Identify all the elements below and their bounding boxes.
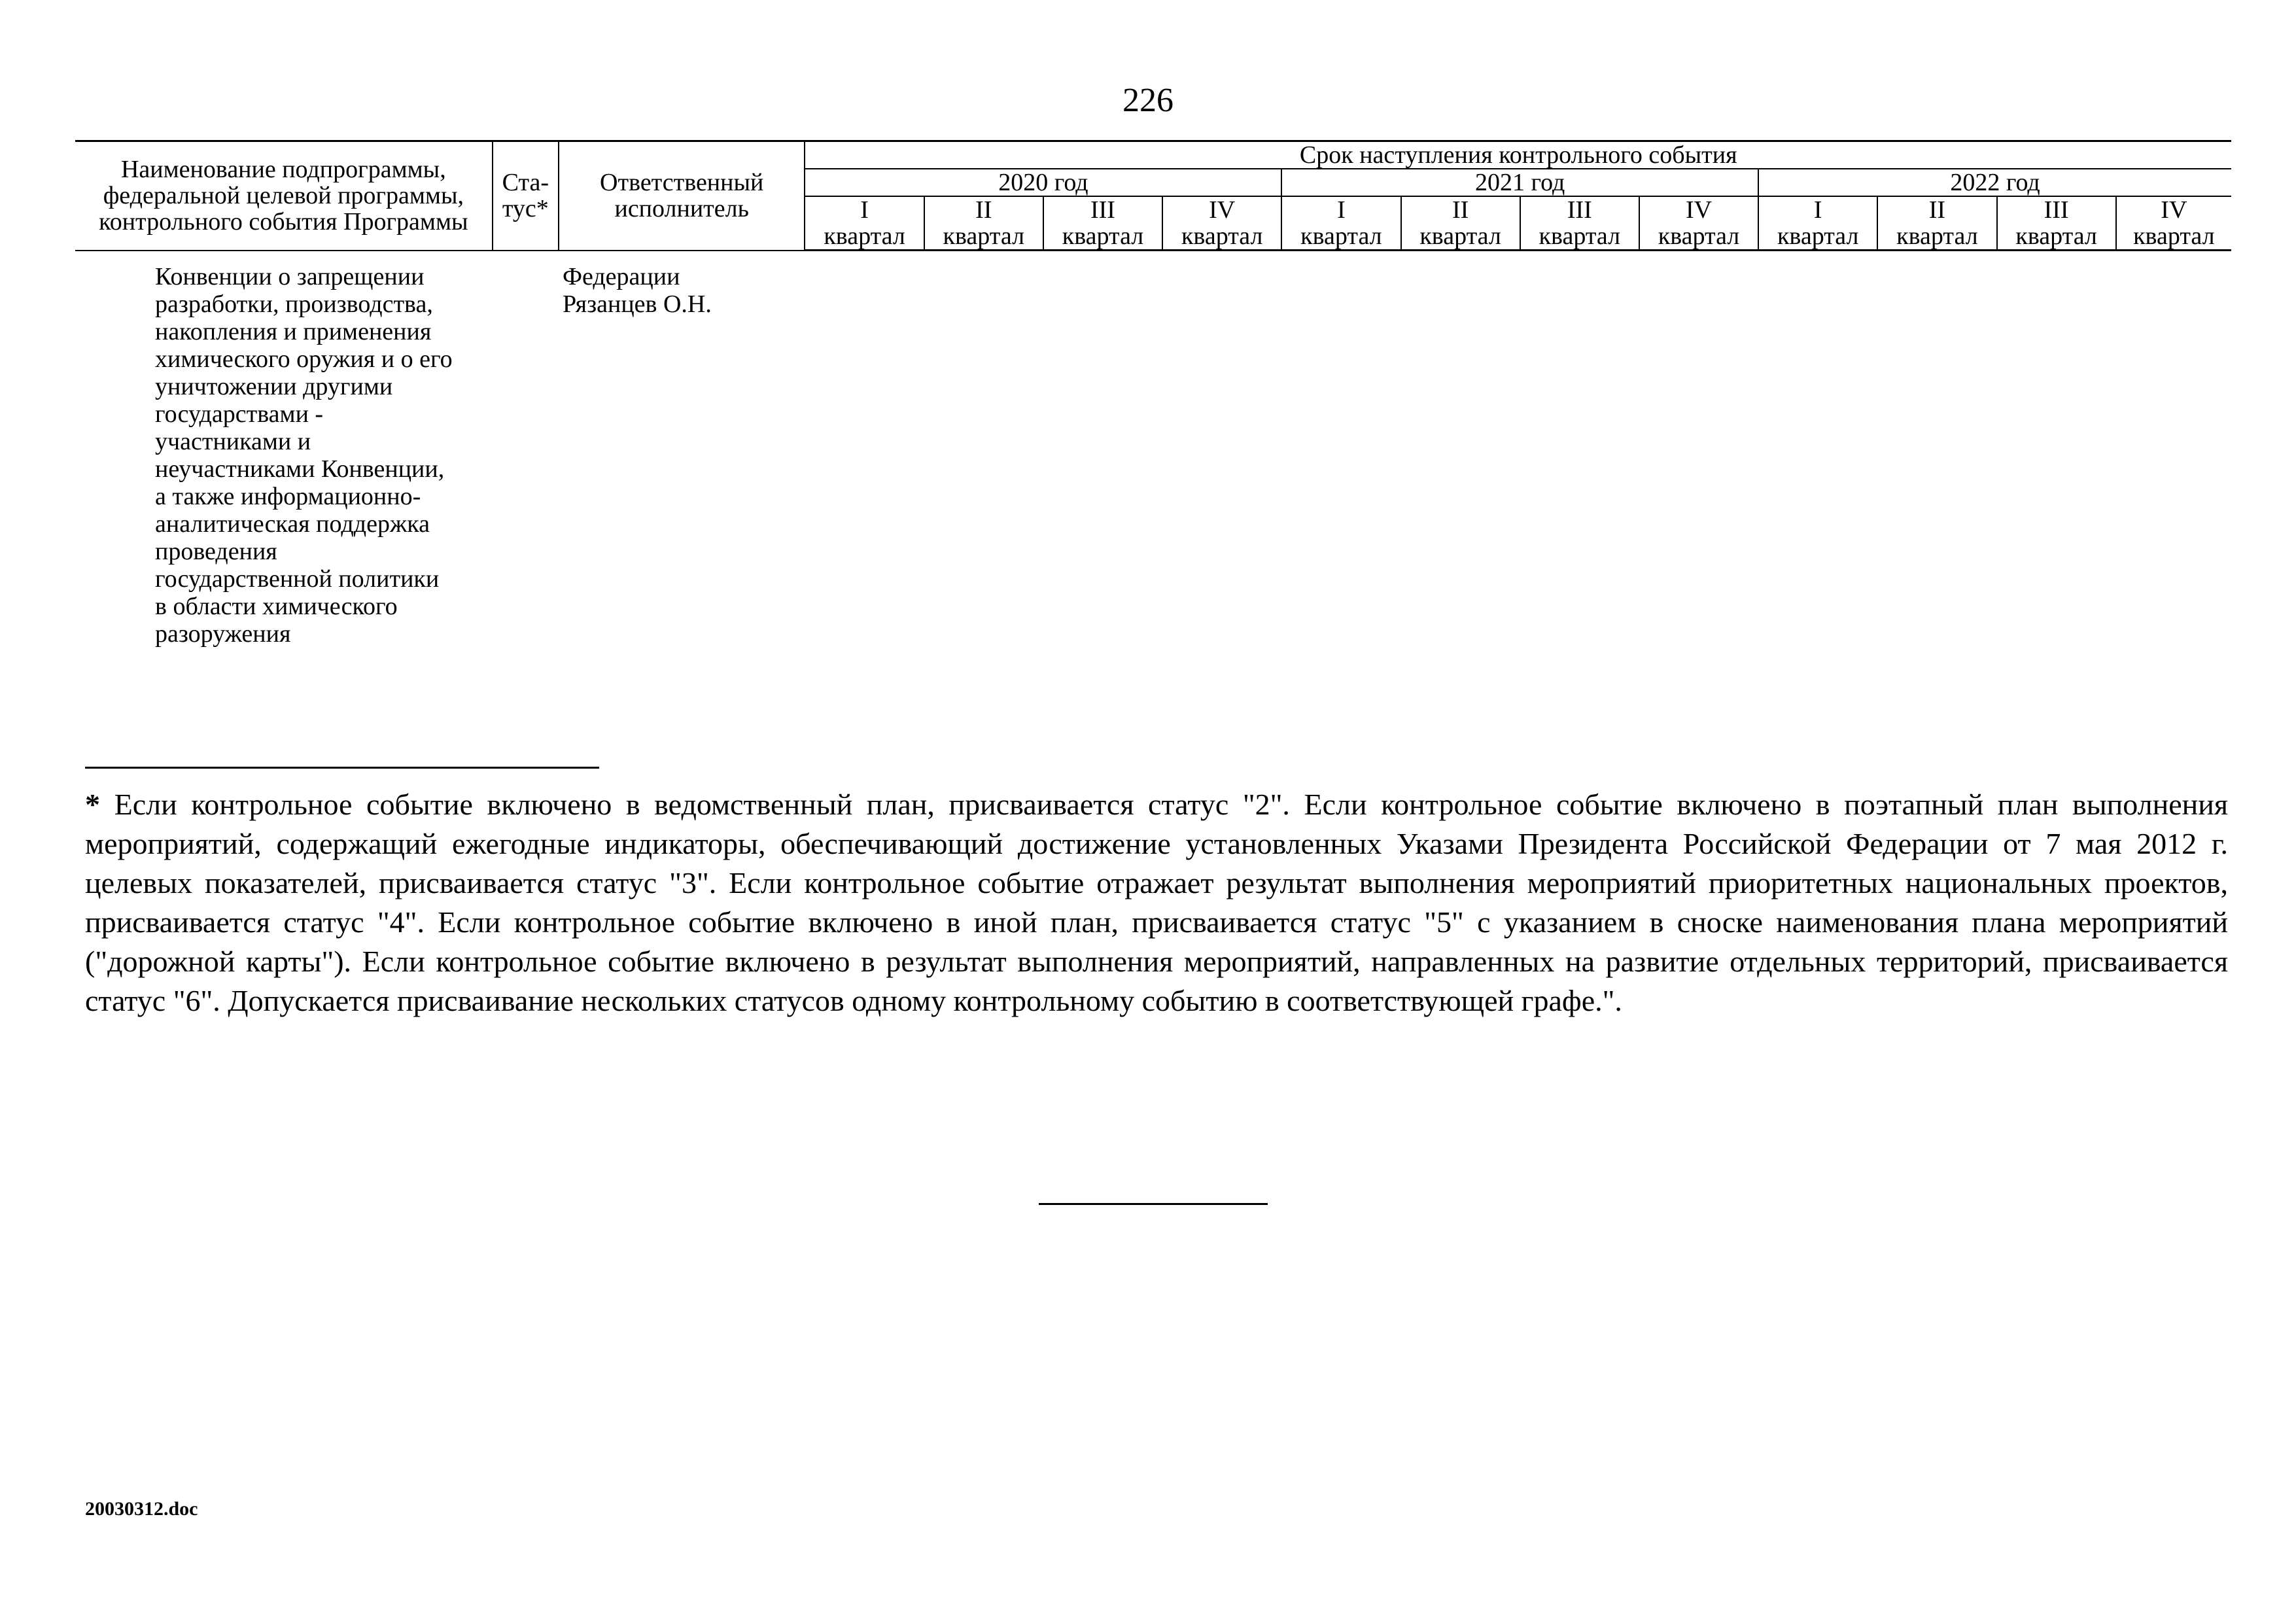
- quarter-numeral: I: [1758, 196, 1877, 223]
- quarter-numeral: IV: [1639, 196, 1758, 223]
- table-row: [75, 251, 2231, 648]
- quarter-label: квартал: [1877, 223, 1996, 251]
- quarter-label: квартал: [924, 223, 1043, 251]
- quarter-numeral: I: [805, 196, 924, 223]
- quarter-label: квартал: [1281, 223, 1400, 251]
- quarter-label: квартал: [1520, 223, 1639, 251]
- executor-cell: [559, 251, 805, 648]
- quarter-label: квартал: [1162, 223, 1281, 251]
- event-name-cell: [75, 251, 493, 648]
- quarter-label: квартал: [1997, 223, 2116, 251]
- event-name-line: накопления и применения: [155, 317, 432, 345]
- end-separator: [1039, 1203, 1268, 1205]
- footnote-marker: *: [85, 788, 100, 821]
- status-cell: [493, 251, 559, 648]
- quarter-label: квартал: [1758, 223, 1877, 251]
- quarter-numeral: II: [1877, 196, 1996, 223]
- quarter-numeral: II: [1401, 196, 1520, 223]
- event-name-line: государствами -: [155, 400, 324, 428]
- header-year-2021: 2021 год: [1281, 169, 1758, 196]
- quarter-label: квартал: [1639, 223, 1758, 251]
- event-name-line: аналитическая поддержка: [155, 510, 430, 538]
- quarter-numeral: II: [924, 196, 1043, 223]
- quarter-numeral: III: [1043, 196, 1162, 223]
- quarter-label: квартал: [805, 223, 924, 251]
- header-executor-column: Ответственный исполнитель: [559, 141, 805, 251]
- quarter-numeral: I: [1281, 196, 1400, 223]
- footnote-separator: [85, 767, 599, 769]
- footnote-text: Если контрольное событие включено в ведомственный план, присваивается статус "2". Если контрольное событие включено в поэтапный план выполнения мероприятий, содержащий ежегодные индикаторы, обеспечивающий достижение установленных Указами Президента Российской Федерации от 7 мая 2012 г. целевых показателей, присваивается статус "3". Если контрольное событие отражает результат выполнения мероприятий приоритетных национальных проектов, присваивается статус "4". Если контрольное событие включено в иной план, присваивается статус "5" с указанием в сноске наименования плана мероприятий ("дорожной карты"). Если контрольное событие включено в результат выполнения мероприятий, направленных на развитие отдельных территорий, присваивается статус "6". Допускается присваивание нескольких статусов одному контрольному событию в соответствующей графе.".: [85, 788, 2229, 1017]
- event-name-line: проведения: [155, 537, 277, 565]
- event-name-line: а также информационно-: [155, 482, 421, 510]
- event-name-line: разработки, производства,: [155, 290, 433, 318]
- quarter-numeral: IV: [1162, 196, 1281, 223]
- executor-line: Федерации: [562, 262, 680, 290]
- page-number: 226: [1122, 82, 1174, 119]
- footnote: [85, 785, 2228, 1021]
- event-name-line: химического оружия и о его: [155, 345, 453, 373]
- control-events-table: [75, 140, 2231, 648]
- quarter-numeral: IV: [2116, 196, 2231, 223]
- quarter-label: квартал: [1401, 223, 1520, 251]
- event-name-line: неучастниками Конвенции,: [155, 455, 445, 483]
- event-name-line: государственной политики: [155, 565, 440, 593]
- quarters-cell: [805, 251, 2231, 648]
- event-name-line: уничтожении другими: [155, 372, 393, 400]
- executor-line: Рязанцев О.Н.: [562, 290, 712, 318]
- header-deadline-group: Срок наступления контрольного события: [805, 141, 2231, 169]
- header-year-2022: 2022 год: [1758, 169, 2231, 196]
- header-name-column: Наименование подпрограммы, федеральной целевой программы, контрольного события Программы: [75, 141, 493, 251]
- file-name: 20030312.doc: [85, 1498, 198, 1520]
- header-status-column: Ста- тус*: [493, 141, 559, 251]
- event-name-line: в области химического: [155, 592, 398, 620]
- event-name-line: Конвенции о запрещении: [155, 262, 425, 290]
- header-year-2020: 2020 год: [805, 169, 1281, 196]
- quarter-numeral: III: [1997, 196, 2116, 223]
- event-name-line: разоружения: [155, 620, 291, 648]
- quarter-numeral: III: [1520, 196, 1639, 223]
- quarter-label: квартал: [1043, 223, 1162, 251]
- event-name-line: участниками и: [155, 427, 311, 455]
- quarter-label: квартал: [2116, 223, 2231, 251]
